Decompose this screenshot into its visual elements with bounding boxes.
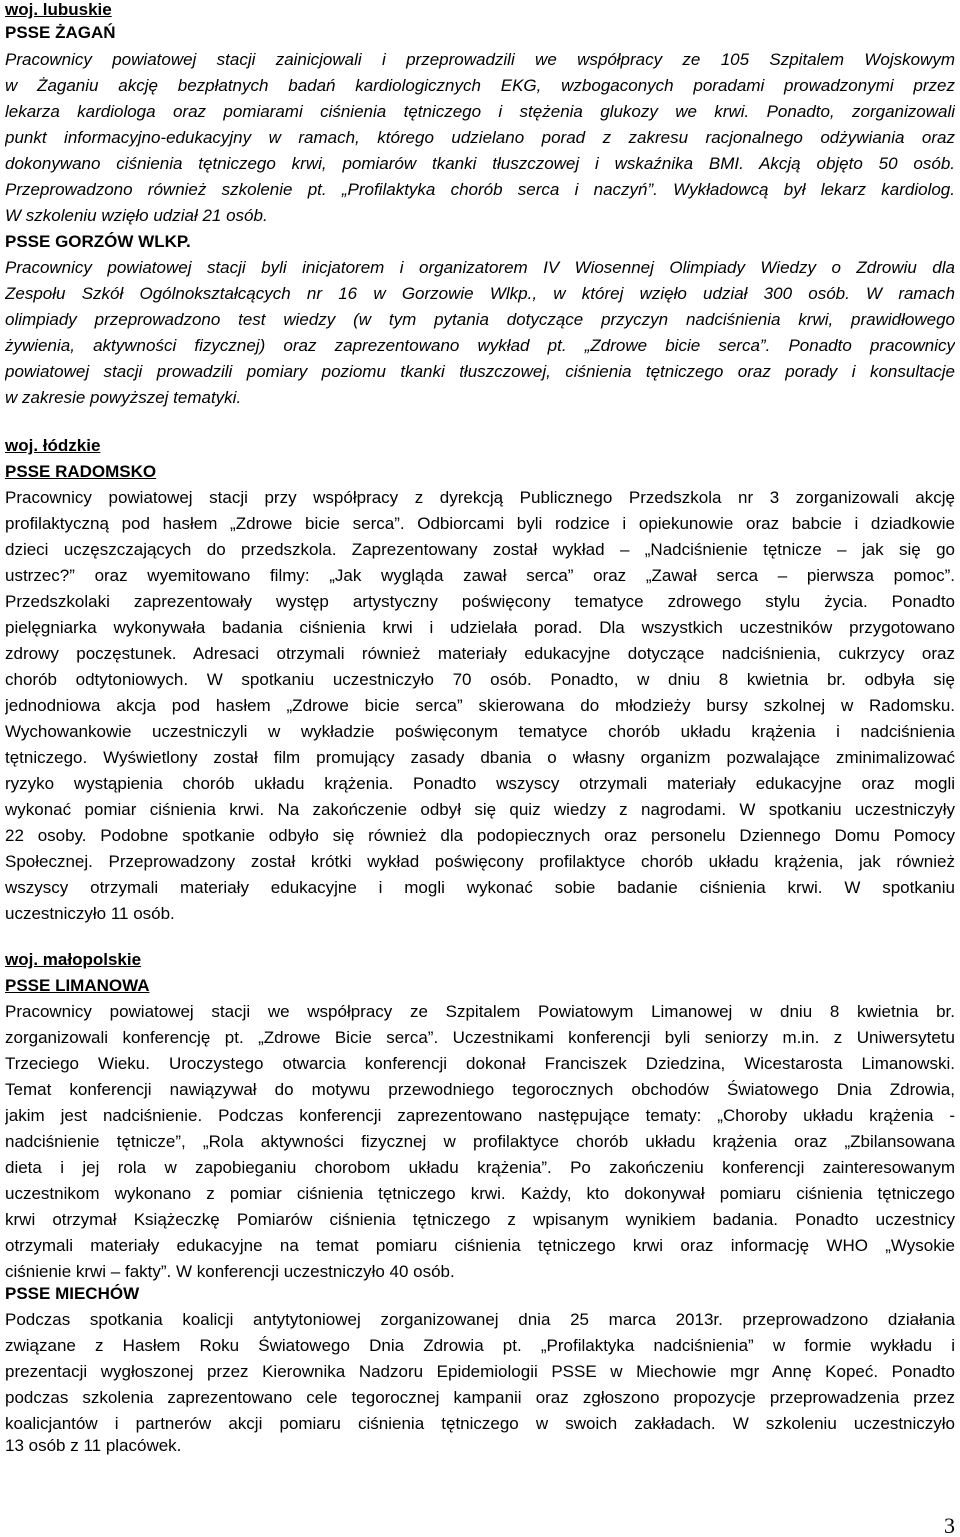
text-line: dieta i jej rola w zapobieganiu chorobom układu krążenia”. Po zakończeniu konferencji zainteresowanym	[5, 1158, 955, 1177]
section-heading: PSSE GORZÓW WLKP.	[5, 232, 191, 251]
text-line: krwi otrzymał Książeczkę Pomiarów ciśnienia tętniczego z wpisanym wynikiem badania. Ponadto uczestnicy	[5, 1210, 955, 1229]
section-heading: PSSE MIECHÓW	[5, 1284, 140, 1303]
text-line: Temat konferencji nawiązywał do motywu przewodniego tegorocznych obchodów Światowego Dnia Zdrowia,	[5, 1080, 955, 1099]
text-line: Pracownicy powiatowej stacji byli inicjatorem i organizatorem IV Wiosennej Olimpiady Wiedzy o Zdrowiu dla	[5, 258, 955, 277]
text-line: jednodniowa akcja pod hasłem „Zdrowe bicie serca” skierowana do młodzieży bursy szkolnej w Radomsku.	[5, 696, 955, 715]
section-heading: PSSE ŻAGAŃ	[5, 23, 116, 42]
text-line: lekarza kardiologa oraz pomiarami ciśnienia tętniczego i stężenia glukozy we krwi. Ponadto, zorganizowali	[5, 102, 955, 121]
text-line: dokonywano ciśnienia tętniczego krwi, pomiarów tkanki tłuszczowej i wskaźnika BMI. Akcją objęto 50 osób.	[5, 154, 955, 173]
text-line: Podczas spotkania koalicji antytytoniowej zorganizowanej dnia 25 marca 2013r. przeprowadzono działania	[5, 1310, 955, 1329]
page-number: 3	[944, 1513, 955, 1537]
text-line: prezentacji wygłoszonej przez Kierownika Nadzoru Epidemiologii PSSE w Miechowie mgr Annę Kopeć. Ponadto	[5, 1362, 955, 1381]
text-line: Pracownicy powiatowej stacji we współpracy ze Szpitalem Powiatowym Limanowej w dniu 8 kwietnia br.	[5, 1002, 955, 1021]
text-line: profilaktyczną pod hasłem „Zdrowe bicie serca”. Odbiorcami byli rodzice i opiekunowie oraz babcie i dziadkowie	[5, 514, 955, 533]
text-line: ciśnienie krwi – fakty”. W konferencji uczestniczyło 40 osób.	[5, 1262, 455, 1281]
text-line: 13 osób z 11 placówek.	[5, 1436, 182, 1455]
text-line: Pracownicy powiatowej stacji przy współpracy z dyrekcją Publicznego Przedszkola nr 3 zorganizowali akcję	[5, 488, 955, 507]
text-line: wykonać pomiar ciśnienia krwi. Na zakończenie odbył się quiz wiedzy z nagrodami. W spotkaniu uczestniczyły	[5, 800, 955, 819]
text-line: Zespołu Szkół Ogólnokształcących nr 16 w Gorzowie Wlkp., w której wzięło udział 300 osób. W ramach	[5, 284, 955, 303]
text-line: dzieci uczęszczających do przedszkola. Zaprezentowany został wykład – „Nadciśnienie tętnicze – jak się go	[5, 540, 955, 559]
text-line: tętniczego. Wyświetlony został film promujący zasady dbania o własny organizm pozwalające zminimalizować	[5, 748, 955, 767]
text-line: nadciśnienie tętnicze”, „Rola aktywności fizycznej w profilaktyce chorób układu krążenia oraz „Zbilansowana	[5, 1132, 955, 1151]
text-line: związane z Hasłem Roku Światowego Dnia Zdrowia pt. „Profilaktyka nadciśnienia” w formie wykładu i	[5, 1336, 955, 1355]
text-line: pielęgniarka wykonywała badania ciśnienia krwi i udzielała porad. Dla wszystkich uczestników przygotowano	[5, 618, 955, 637]
text-line: Wychowankowie uczestniczyli w wykładzie poświęconym tematyce chorób układu krążenia i nadciśnienia	[5, 722, 955, 741]
section-heading: woj. małopolskie	[5, 950, 142, 969]
section-heading: PSSE LIMANOWA	[5, 976, 150, 995]
text-line: Trzeciego Wieku. Uroczystego otwarcia konferencji dokonał Franciszek Dziedzina, Wicestarosta Limanowski.	[5, 1054, 955, 1073]
text-line: uczestniczyło 11 osób.	[5, 904, 175, 923]
text-line: 22 osoby. Podobne spotkanie odbyło się również dla podopiecznych oraz personelu Dziennego Domu Pomocy	[5, 826, 955, 845]
section-heading: PSSE RADOMSKO	[5, 462, 157, 481]
text-line: punkt informacyjno-edukacyjny w ramach, którego udzielano porad z zakresu racjonalnego odżywiania oraz	[5, 128, 955, 147]
text-line: Społecznej. Przeprowadzony został krótki wykład poświęcony profilaktyce chorób układu krążenia, jak również	[5, 852, 955, 871]
text-line: podczas szkolenia zaprezentowano cele tegorocznej kampanii oraz zgłoszono propozycje przeprowadzenia przez	[5, 1388, 955, 1407]
text-line: w Żaganiu akcję bezpłatnych badań kardiologicznych EKG, wzbogaconych poradami prowadzonymi przez	[5, 76, 955, 95]
text-line: Przeprowadzono również szkolenie pt. „Profilaktyka chorób serca i naczyń”. Wykładowcą był lekarz kardiolog.	[5, 180, 955, 199]
text-line: uczestnikom wykonano z pomiar ciśnienia tętniczego krwi. Każdy, kto dokonywał pomiaru ciśnienia tętniczego	[5, 1184, 955, 1203]
text-line: ustrzec?” oraz wyemitowano filmy: „Jak wygląda zawał serca” oraz „Zawał serca – pierwsza pomoc”.	[5, 566, 955, 585]
text-line: jakim jest nadciśnienie. Podczas konferencji zaprezentowano następujące tematy: „Choroby układu krążenia -	[5, 1106, 955, 1125]
text-line: powiatowej stacji prowadzili pomiary poziomu tkanki tłuszczowej, ciśnienia tętniczego oraz porady i konsultacje	[5, 362, 955, 381]
text-line: Pracownicy powiatowej stacji zainicjowali i przeprowadzili we współpracy ze 105 Szpitalem Wojskowym	[5, 50, 955, 69]
text-line: ryzyko wystąpienia chorób układu krążenia. Ponadto wszyscy otrzymali materiały edukacyjne oraz mogli	[5, 774, 955, 793]
text-line: olimpiady przeprowadzono test wiedzy (w tym pytania dotyczące przyczyn nadciśnienia krwi, prawidłowego	[5, 310, 955, 329]
text-line: koalicjantów i partnerów akcji pomiaru ciśnienia tętniczego w swoich zakładach. W szkoleniu uczestniczyło	[5, 1414, 955, 1433]
text-line: zdrowy poczęstunek. Adresaci otrzymali również materiały edukacyjne dotyczące nadciśnienia, cukrzycy oraz	[5, 644, 955, 663]
text-line: Przedszkolaki zaprezentowały występ artystyczny poświęcony tematyce zdrowego stylu życia. Ponadto	[5, 592, 955, 611]
text-line: chorób odtytoniowych. W spotkaniu uczestniczyło 70 osób. Ponadto, w dniu 8 kwietnia br. odbyła się	[5, 670, 955, 689]
section-heading: woj. lubuskie	[5, 0, 112, 19]
text-line: W szkoleniu wzięło udział 21 osób.	[5, 206, 268, 225]
text-line: otrzymali materiały edukacyjne na temat pomiaru ciśnienia tętniczego krwi oraz informację WHO „Wysokie	[5, 1236, 955, 1255]
section-heading: woj. łódzkie	[5, 436, 101, 455]
text-line: żywienia, aktywności fizycznej) oraz zaprezentowano wykład pt. „Zdrowe bicie serca”. Ponadto pracownicy	[5, 336, 955, 355]
text-line: zorganizowali konferencję pt. „Zdrowe Bicie serca”. Uczestnikami konferencji byli seniorzy m.in. z Uniwersytetu	[5, 1028, 955, 1047]
text-line: wszyscy otrzymali materiały edukacyjne i mogli wykonać sobie badanie ciśnienia krwi. W spotkaniu	[5, 878, 955, 897]
text-line: w zakresie powyższej tematyki.	[5, 388, 242, 407]
